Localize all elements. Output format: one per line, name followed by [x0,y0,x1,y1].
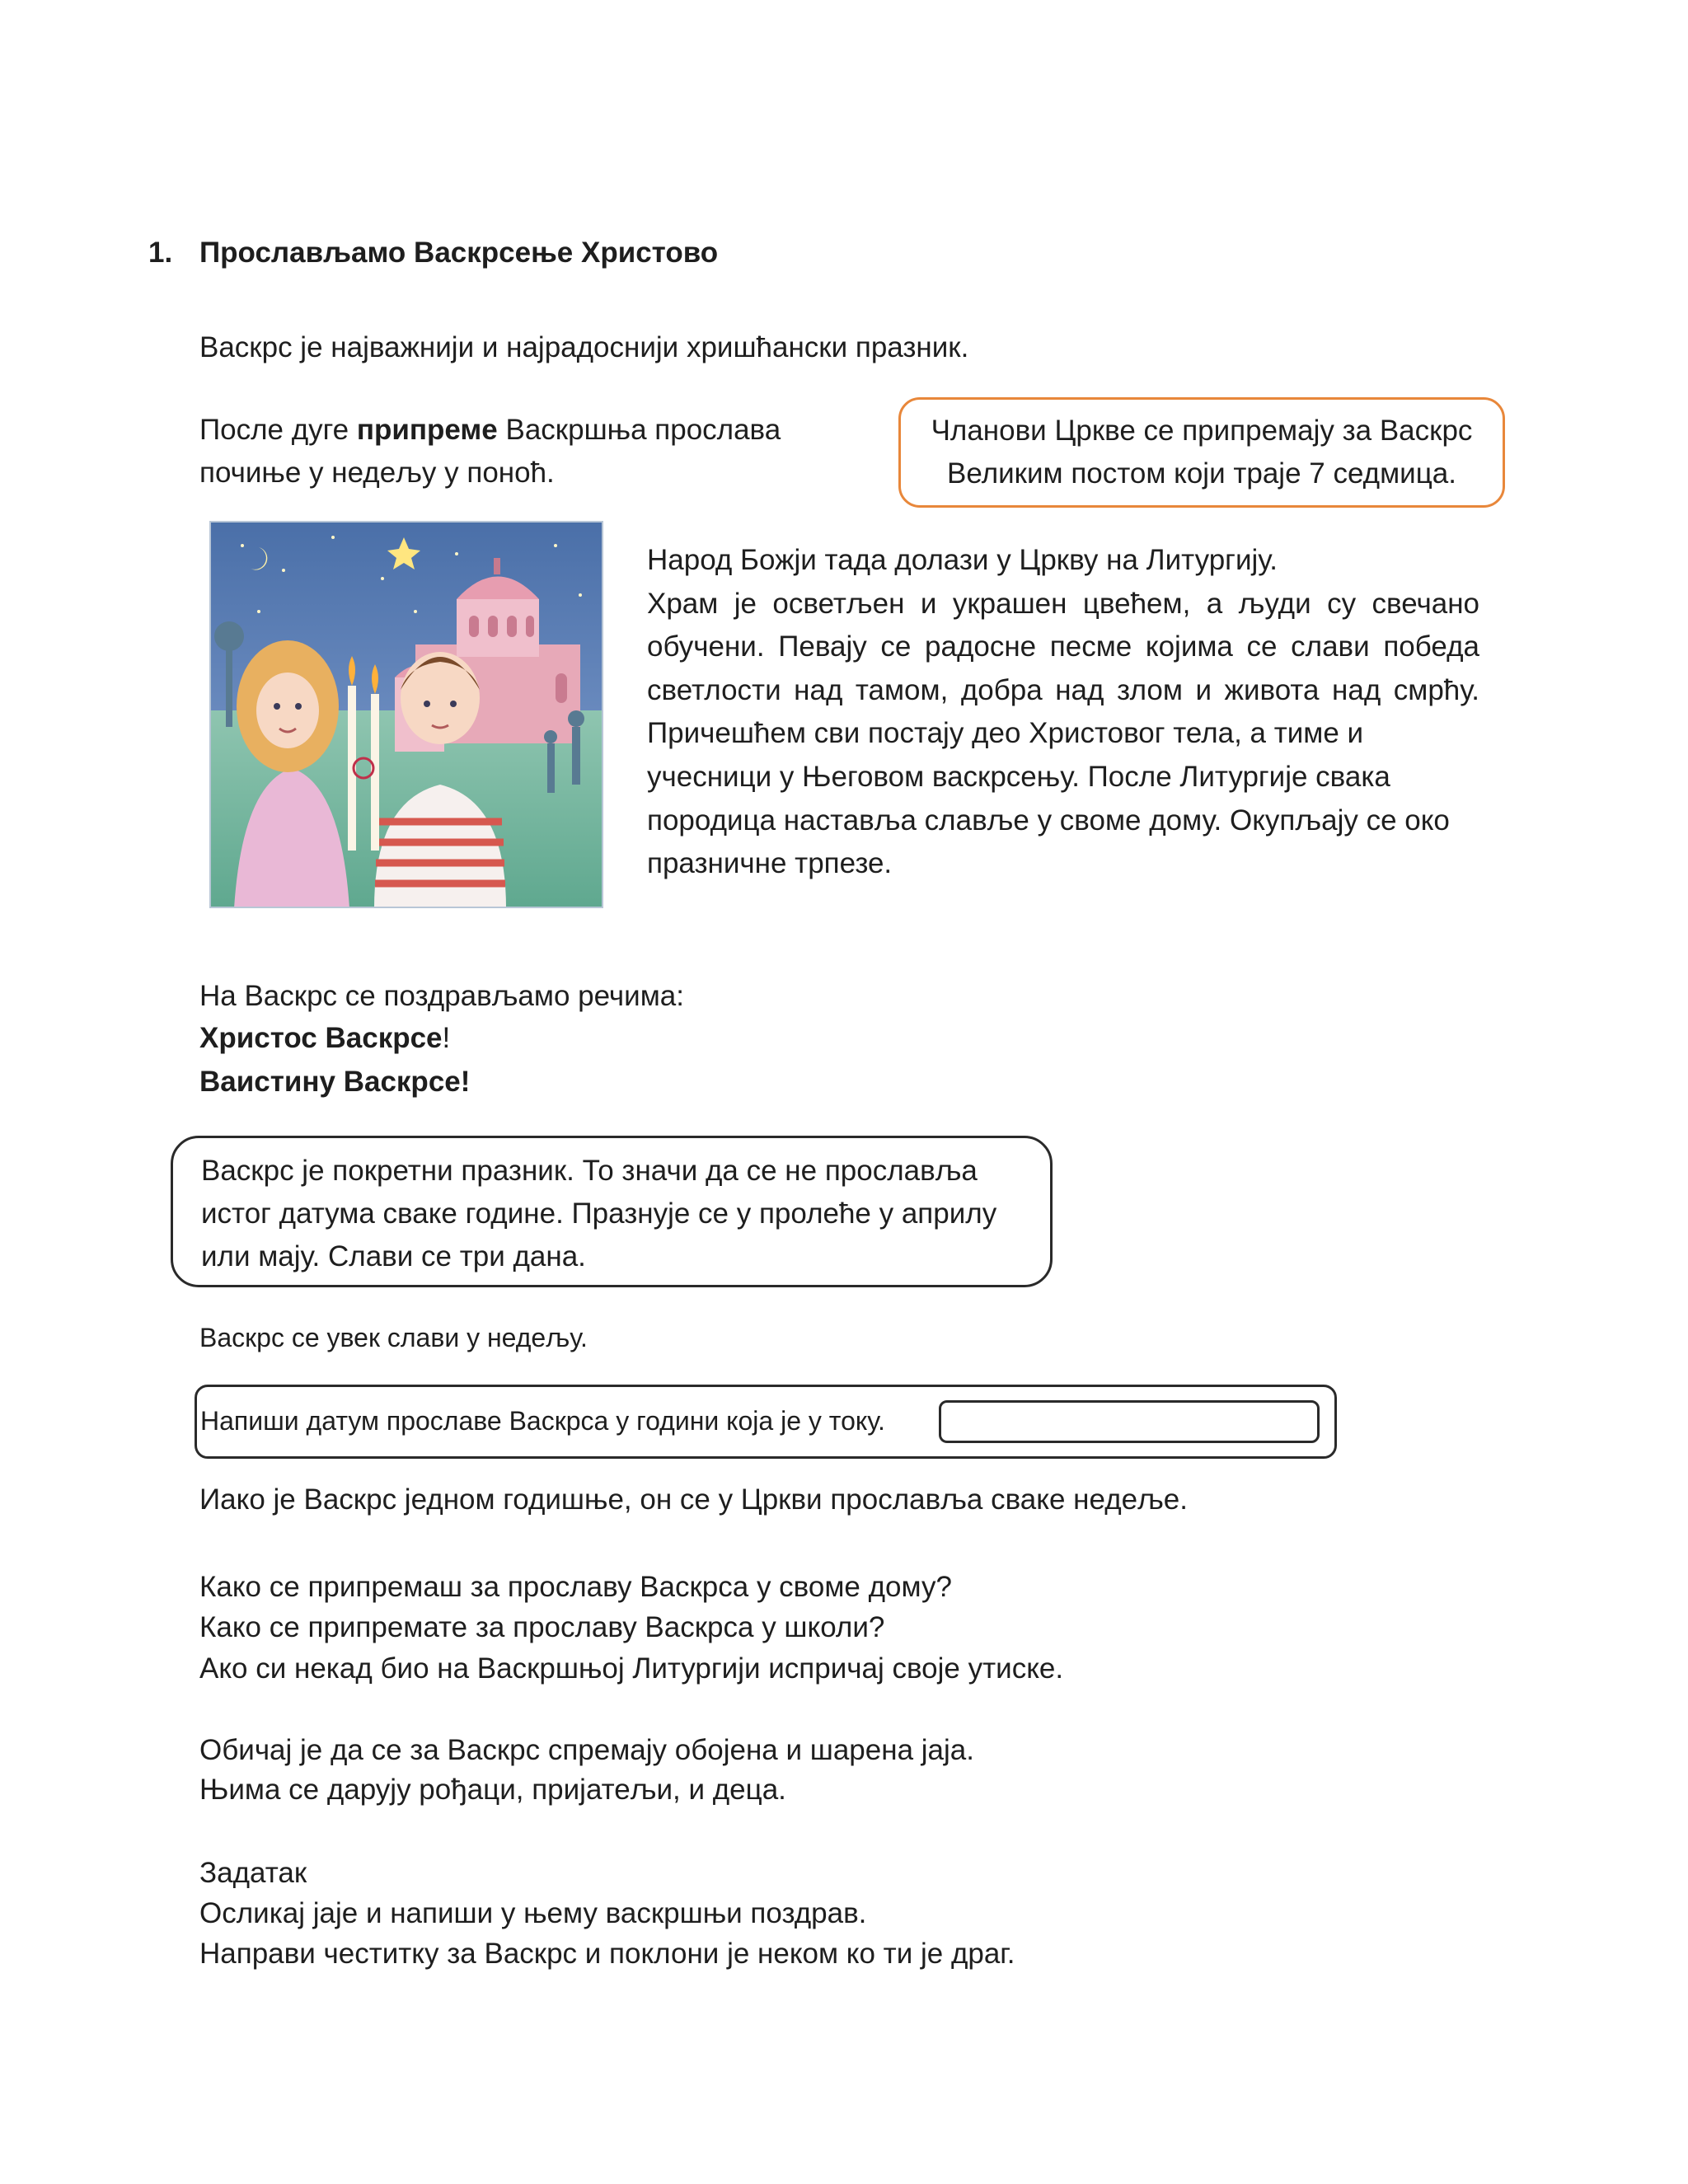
easter-date-input[interactable] [939,1400,1320,1443]
liturgy-line: Причешћем сви постају део Христовог тела, а тиме и [647,717,1364,750]
greeting-exclamation: ! [442,1022,451,1054]
liturgy-line: учесници у Његовом васкрсењу. После Литургије свака [647,760,1390,793]
moveable-feast-callout [171,1136,1053,1287]
date-task-prompt: Напиши датум прославе Васкрса у години која је у току. [200,1406,885,1436]
greeting-christ-risen: Христос Васкрсе [199,1022,443,1054]
liturgy-line: обучени. Певају се радосне песме којима се слави победа [647,630,1479,663]
moveable-callout-line-2: истог датума сваке године. Празнује се у пролеће у априлу [201,1197,997,1230]
date-task-box [195,1385,1337,1459]
moveable-callout-line-1: Васкрс је покретни празник. То значи да се не прославља [201,1155,978,1187]
preparation-text-a: После дуге [199,414,357,446]
greeting-line-2: Ваистину Васкрсе! [199,1066,471,1098]
liturgy-paragraph [647,539,1479,886]
preparation-line-1 [199,409,781,452]
greeting-intro: На Васкрс се поздрављамо речима: [199,980,684,1012]
preparation-bold-word: припреме [356,414,498,446]
question-item: Како се припремаш за прославу Васкрса у своме дому? [199,1571,952,1603]
preparation-line-2: почиње у недељу у поноћ. [199,457,555,489]
intro-text: Васкрс је најважнији и најрадоснији хришћански празник. [199,331,969,363]
task-heading: Задатак [199,1857,307,1889]
liturgy-line: празничне трпезе. [647,847,893,880]
lent-callout [898,397,1505,508]
liturgy-line: светлости над тамом, добра над злом и живота над смрћу. [647,673,1479,706]
eggs-line-1: Обичај је да се за Васкрс спремају обојена и шарена јаја. [199,1734,974,1766]
sunday-note: Васкрс се увек слави у недељу. [199,1323,588,1352]
eggs-line-2: Њима се дарују рођаци, пријатељи, и деца. [199,1774,786,1806]
greeting-line-1 [199,1017,450,1060]
question-item: Ако си некад био на Васкршњој Литургији испричај своје утиске. [199,1652,1064,1685]
easter-illustration [209,521,603,908]
moveable-callout-line-3: или мају. Слави се три дана. [201,1240,586,1272]
lent-callout-line-1: Чланови Цркве се припремају за Васкрс [931,415,1473,447]
liturgy-line: породица наставља славље у своме дому. Окупљају се око [647,804,1450,837]
liturgy-line: Храм је осветљен и украшен цвећем, а људи су свечано [647,587,1479,620]
task-line-1: Осликај јаје и напиши у њему васкршњи поздрав. [199,1897,867,1929]
question-item: Како се припремате за прославу Васкрса у школи? [199,1611,885,1643]
preparation-text-b: Васкршња прослава [497,414,781,446]
section-number: 1. [148,237,173,269]
task-line-2: Направи честитку за Васкрс и поклони је неком ко ти је драг. [199,1938,1015,1970]
liturgy-line: Народ Божји тада долази у Цркву на Литургију. [647,544,1278,576]
lent-callout-line-2: Великим постом који траје 7 седмица. [947,457,1456,490]
weekly-note: Иако је Васкрс једном годишње, он се у Цркви прославља сваке недеље. [199,1483,1188,1516]
section-title: Прослављамо Васкрсење Христово [199,237,719,269]
